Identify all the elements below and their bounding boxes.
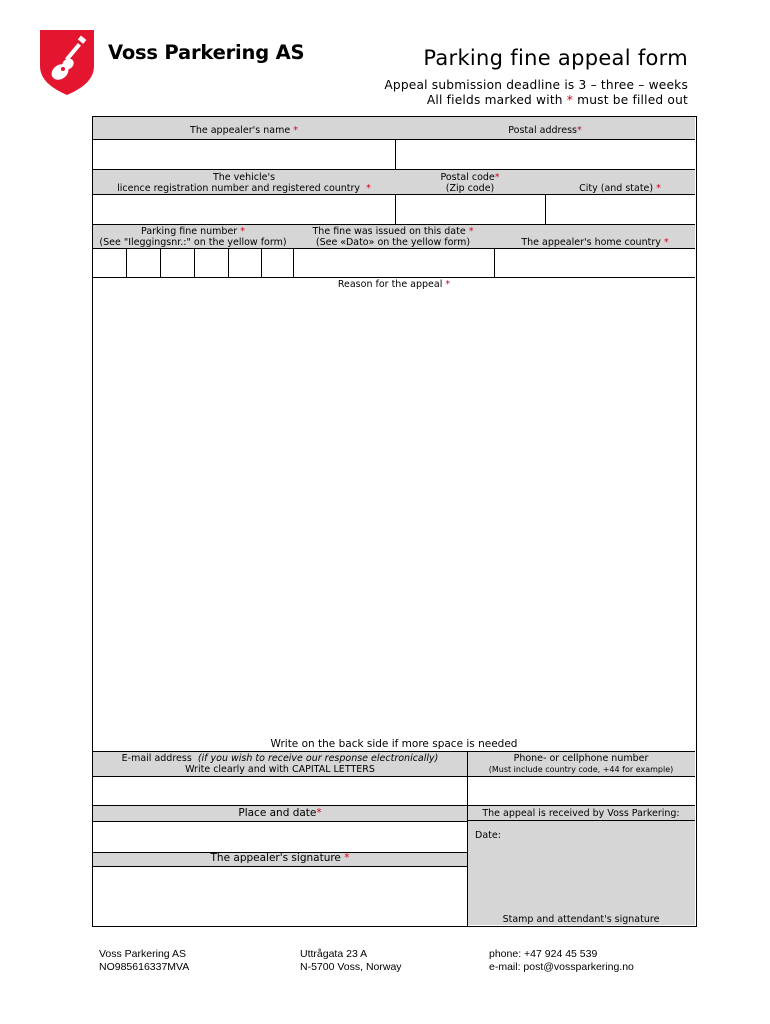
footer-street: Uttrågata 23 A bbox=[300, 948, 368, 960]
fine-number-digit[interactable] bbox=[161, 249, 194, 277]
reason-text: Reason for the appeal bbox=[337, 279, 443, 290]
required-star: * bbox=[445, 279, 451, 290]
fine-number-digit[interactable] bbox=[229, 249, 261, 277]
postal-code-line1 bbox=[395, 172, 545, 183]
fine-number-text: Parking fine number bbox=[141, 226, 238, 237]
required-star: * bbox=[663, 237, 669, 248]
fine-number-digit[interactable] bbox=[195, 249, 228, 277]
required-star: * bbox=[366, 183, 371, 194]
reason-label bbox=[93, 279, 695, 290]
company-name: Voss Parkering AS bbox=[108, 41, 305, 64]
fine-date-label bbox=[293, 226, 493, 248]
fine-number-digit[interactable] bbox=[93, 249, 126, 277]
place-date-field[interactable] bbox=[93, 822, 467, 852]
required-star: * bbox=[468, 226, 474, 237]
divider bbox=[93, 277, 695, 278]
stamp-label: Stamp and attendant's signature bbox=[502, 914, 660, 925]
signature-label bbox=[93, 853, 467, 864]
fine-date-line1 bbox=[293, 226, 493, 237]
email-label-line1 bbox=[93, 753, 467, 764]
required-star: * bbox=[293, 125, 298, 136]
phone-label-text: Phone- or cellphone number bbox=[513, 753, 649, 764]
divider bbox=[467, 752, 468, 926]
appealer-name-label bbox=[93, 125, 395, 136]
email-label bbox=[93, 753, 467, 775]
fine-number-digit[interactable] bbox=[127, 249, 160, 277]
footer-city: N-5700 Voss, Norway bbox=[300, 961, 402, 973]
footer-phone: phone: +47 924 45 539 bbox=[489, 948, 598, 960]
city-state-field[interactable] bbox=[546, 195, 695, 224]
email-hint: (if you wish to receive our response electronically) bbox=[197, 753, 439, 764]
vehicle-registration-field[interactable] bbox=[93, 195, 395, 224]
fine-date-hint: (See «Dato» on the yellow form) bbox=[315, 237, 471, 248]
received-date-label: Date: bbox=[475, 830, 501, 841]
home-country-text: The appealer's home country bbox=[521, 237, 661, 248]
postal-code-label bbox=[395, 172, 545, 194]
place-date-text: Place and date bbox=[238, 807, 317, 819]
email-label-text: E-mail address bbox=[121, 753, 192, 764]
reason-textarea[interactable] bbox=[93, 292, 695, 737]
required-star: * bbox=[344, 852, 350, 864]
city-state-text: City (and state) bbox=[579, 183, 654, 194]
place-date-label bbox=[93, 808, 467, 819]
required-star: * bbox=[316, 807, 322, 819]
divider bbox=[467, 820, 695, 821]
phone-label bbox=[467, 753, 695, 775]
postal-code-text: Postal code bbox=[440, 172, 495, 183]
signature-text: The appealer's signature bbox=[210, 852, 341, 864]
email-field[interactable] bbox=[93, 777, 467, 805]
fine-date-text: The fine was issued on this date bbox=[312, 226, 466, 237]
received-label: The appeal is received by Voss Parkering: bbox=[482, 808, 680, 819]
required-star: * bbox=[494, 172, 500, 183]
home-country-field[interactable] bbox=[495, 249, 695, 277]
postal-address-label bbox=[395, 125, 695, 136]
required-star: * bbox=[240, 226, 245, 237]
vehicle-label bbox=[93, 172, 395, 194]
fine-number-line1 bbox=[93, 226, 293, 237]
email-capitals-note: Write clearly and with CAPITAL LETTERS bbox=[185, 764, 375, 775]
postal-address-text: Postal address bbox=[508, 125, 577, 136]
deadline-text: Appeal submission deadline is 3 – three – weeks bbox=[384, 78, 688, 92]
appealer-name-field[interactable] bbox=[93, 140, 395, 169]
appeal-form bbox=[92, 116, 697, 927]
signature-field[interactable] bbox=[93, 867, 467, 925]
fine-date-field[interactable] bbox=[294, 249, 494, 277]
required-star: * bbox=[656, 183, 661, 194]
postal-address-field[interactable] bbox=[396, 140, 695, 169]
required-note-prefix: All fields marked with bbox=[426, 93, 567, 107]
received-stamp-area bbox=[468, 821, 695, 925]
vehicle-label-line1: The vehicle's bbox=[212, 172, 276, 183]
back-side-note: Write on the back side if more space is needed bbox=[270, 738, 518, 750]
city-state-label bbox=[545, 183, 695, 194]
required-note-suffix: must be filled out bbox=[573, 93, 688, 107]
postal-code-field[interactable] bbox=[396, 195, 545, 224]
footer-contact bbox=[489, 948, 634, 974]
fine-number-hint: (See "Ileggingsnr.:" on the yellow form) bbox=[99, 237, 287, 248]
footer-vat-number: NO985616337MVA bbox=[99, 961, 190, 973]
zip-code-text: (Zip code) bbox=[445, 183, 495, 194]
vehicle-label-line2 bbox=[93, 183, 395, 194]
required-note bbox=[427, 93, 688, 107]
footer-email: e-mail: post@vossparkering.no bbox=[489, 961, 634, 973]
required-star: * bbox=[566, 93, 574, 107]
fine-number-digit[interactable] bbox=[262, 249, 293, 277]
footer-address bbox=[300, 948, 402, 974]
required-star: * bbox=[576, 125, 582, 136]
fine-number-label bbox=[93, 226, 293, 248]
footer-company-name: Voss Parkering AS bbox=[99, 948, 186, 960]
vehicle-label-line2-text: licence registration number and registered country bbox=[117, 183, 361, 194]
page-title: Parking fine appeal form bbox=[423, 46, 688, 70]
phone-field[interactable] bbox=[468, 777, 695, 805]
home-country-label bbox=[495, 237, 695, 248]
appealer-name-text: The appealer's name bbox=[190, 125, 291, 136]
company-logo-icon bbox=[38, 28, 96, 96]
phone-hint: (Must include country code, +44 for example) bbox=[488, 765, 674, 774]
footer-company bbox=[99, 948, 189, 974]
